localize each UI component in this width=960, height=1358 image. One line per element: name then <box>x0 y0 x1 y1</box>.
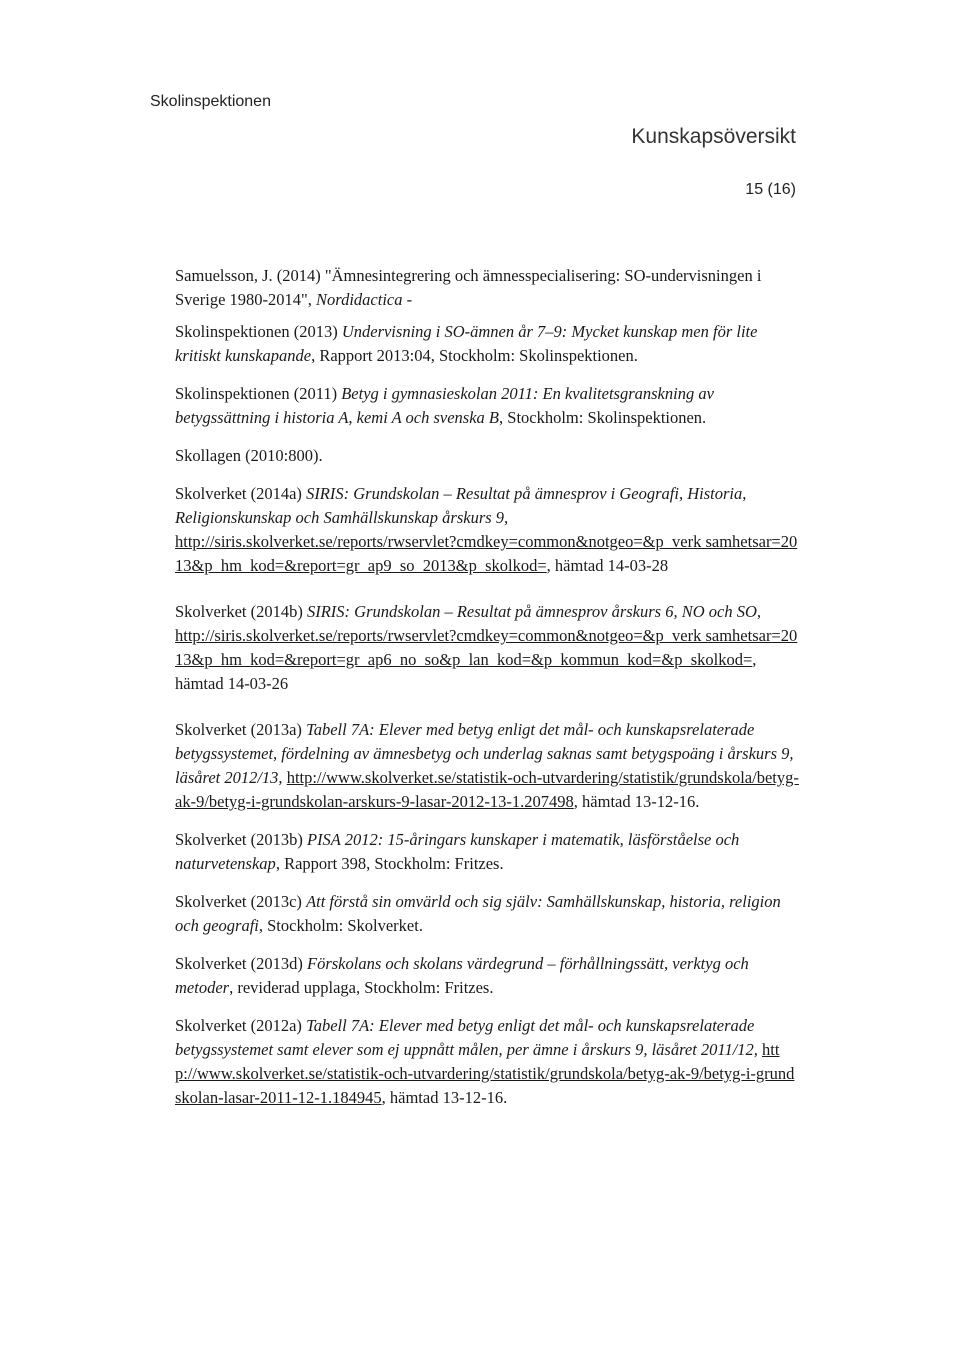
reference-text: Skolverket (2014b) <box>175 602 307 621</box>
reference-text: Skolverket (2013b) <box>175 830 307 849</box>
reference-text: Skolverket (2013c) <box>175 892 307 911</box>
reference-text: , hämtad 13-12-16. <box>573 792 700 811</box>
reference-text: Samuelsson, J. (2014) "Ämnesintegrering och ämnesspecialisering: SO-undervisningen i Sverige 1980-2014", <box>175 266 762 309</box>
reference-text: - <box>402 290 413 309</box>
reference-skolverket-2013c <box>175 890 800 938</box>
reference-title: Förskolans och skolans värdegrund – förhållningssätt, verktyg och metoder <box>175 954 749 997</box>
reference-text: Skolverket (2014a) <box>175 484 307 503</box>
reference-text: Skolinspektionen (2011) <box>175 384 342 403</box>
reference-text: , hämtad 14-03-28 <box>546 556 669 575</box>
reference-text: Skolverket (2013a) <box>175 720 307 739</box>
organization-name: Skolinspektionen <box>150 93 271 110</box>
reference-title: Betyg i gymnasieskolan 2011: En kvalitetsgranskning av betygssättning i historia A, kemi A och svenska B <box>175 384 714 427</box>
reference-text: , reviderad upplaga, Stockholm: Fritzes. <box>229 978 494 997</box>
reference-text: Skollagen (2010:800). <box>175 446 323 465</box>
document-title: Kunskapsöversikt <box>631 125 796 148</box>
reference-skolinspektionen-2013 <box>175 320 800 368</box>
reference-skolverket-2014a <box>175 482 800 578</box>
reference-link[interactable]: http://siris.skolverket.se/reports/rwservlet?cmdkey=common&notgeo=&p_verk samhetsar=2013&p_hm_kod=&report=gr_ap6_no_so&p_lan_kod=&p_kommun_kod=&p_skolkod= <box>175 626 798 669</box>
reference-text: , Stockholm: Skolinspektionen. <box>499 408 707 427</box>
reference-skolinspektionen-2011 <box>175 382 800 430</box>
reference-text: , hämtad 14-03-26 <box>175 650 757 693</box>
reference-skolverket-2013a <box>175 718 800 814</box>
reference-title: SIRIS: Grundskolan – Resultat på ämnesprov i Geografi, Historia, Religionskunskap och Samhällskunskap årskurs 9, <box>175 484 747 527</box>
reference-skolverket-2013d <box>175 952 800 1000</box>
reference-title: Tabell 7A: Elever med betyg enligt det mål- och kunskapsrelaterade betygssystemet, fördelning av ämnesbetyg och underlag saknas samt betygspoäng i årskurs 9, läsåret 2012/13, <box>175 720 794 787</box>
page-number: 15 (16) <box>745 181 796 198</box>
reference-skollagen <box>175 444 800 468</box>
reference-skolverket-2013b <box>175 828 800 876</box>
reference-title: Att förstå sin omvärld och sig själv: Samhällskunskap, historia, religion och geografi <box>175 892 781 935</box>
reference-text: , hämtad 13-12-16. <box>381 1088 508 1107</box>
reference-text: , Rapport 2013:04, Stockholm: Skolinspektionen. <box>311 346 638 365</box>
reference-text: , Stockholm: Skolverket. <box>258 916 423 935</box>
reference-title: PISA 2012: 15-åringars kunskaper i matematik, läsförståelse och naturvetenskap <box>175 830 740 873</box>
reference-title: Undervisning i SO-ämnen år 7–9: Mycket kunskap men för lite kritiskt kunskapande <box>175 322 758 365</box>
reference-title: Nordidactica <box>316 290 403 309</box>
reference-skolverket-2014b <box>175 600 800 696</box>
reference-title: Tabell 7A: Elever med betyg enligt det mål- och kunskapsrelaterade betygssystemet samt elever som ej uppnått målen, per ämne i årskurs 9, läsåret 2011/12, <box>175 1016 758 1059</box>
reference-list <box>175 264 800 1124</box>
reference-text: Skolinspektionen (2013) <box>175 322 342 341</box>
reference-text: Skolverket (2013d) <box>175 954 307 973</box>
reference-text: Skolverket (2012a) <box>175 1016 307 1035</box>
reference-link[interactable]: http://www.skolverket.se/statistik-och-utvardering/statistik/grundskola/betyg-ak-9/betyg-i-grundskolan-lasar-2011-12-1.184945 <box>175 1040 795 1107</box>
reference-samuelsson-2014 <box>175 264 800 312</box>
reference-link[interactable]: http://www.skolverket.se/statistik-och-utvardering/statistik/grundskola/betyg-ak-9/betyg-i-grundskolan-arskurs-9-lasar-2012-13-1.207498 <box>175 768 799 811</box>
reference-link[interactable]: http://siris.skolverket.se/reports/rwservlet?cmdkey=common&notgeo=&p_verk samhetsar=2013&p_hm_kod=&report=gr_ap9_so_2013&p_skolkod= <box>175 532 798 575</box>
reference-text: , Rapport 398, Stockholm: Fritzes. <box>275 854 504 873</box>
reference-skolverket-2012a <box>175 1014 800 1110</box>
reference-title: SIRIS: Grundskolan – Resultat på ämnesprov årskurs 6, NO och SO, <box>306 602 762 621</box>
